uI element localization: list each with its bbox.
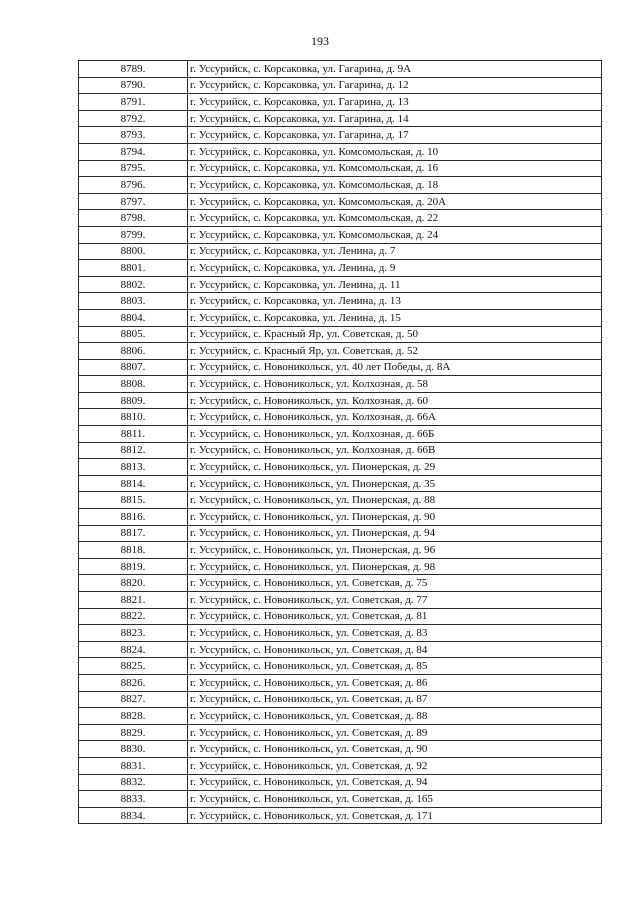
table-row xyxy=(79,708,602,725)
address-table-body xyxy=(79,61,602,824)
row-number: 8809. xyxy=(79,392,188,409)
table-row xyxy=(79,625,602,642)
table-row xyxy=(79,392,602,409)
row-number: 8810. xyxy=(79,409,188,426)
row-number: 8792. xyxy=(79,110,188,127)
row-number: 8820. xyxy=(79,575,188,592)
row-number: 8823. xyxy=(79,625,188,642)
table-row xyxy=(79,558,602,575)
table-row xyxy=(79,525,602,542)
row-number: 8794. xyxy=(79,143,188,160)
row-number: 8793. xyxy=(79,127,188,144)
row-address: г. Уссурийск, с. Новоникольск, ул. Колхозная, д. 60 xyxy=(188,392,602,409)
row-address: г. Уссурийск, с. Новоникольск, ул. Колхозная, д. 66А xyxy=(188,409,602,426)
table-row xyxy=(79,509,602,526)
table-row xyxy=(79,459,602,476)
row-number: 8811. xyxy=(79,426,188,443)
table-row xyxy=(79,608,602,625)
row-address: г. Уссурийск, с. Новоникольск, ул. Советская, д. 94 xyxy=(188,774,602,791)
table-row xyxy=(79,442,602,459)
table-row xyxy=(79,691,602,708)
table-row xyxy=(79,77,602,94)
row-address: г. Уссурийск, с. Новоникольск, ул. Пионерская, д. 29 xyxy=(188,459,602,476)
row-address: г. Уссурийск, с. Корсаковка, ул. Комсомольская, д. 16 xyxy=(188,160,602,177)
table-row xyxy=(79,475,602,492)
address-table xyxy=(78,60,602,824)
table-row xyxy=(79,177,602,194)
table-row xyxy=(79,343,602,360)
row-address: г. Уссурийск, с. Новоникольск, ул. Советская, д. 171 xyxy=(188,807,602,824)
table-row xyxy=(79,193,602,210)
row-number: 8791. xyxy=(79,94,188,111)
row-number: 8830. xyxy=(79,741,188,758)
table-row xyxy=(79,641,602,658)
row-address: г. Уссурийск, с. Корсаковка, ул. Ленина, д. 7 xyxy=(188,243,602,260)
row-number: 8817. xyxy=(79,525,188,542)
row-address: г. Уссурийск, с. Корсаковка, ул. Комсомольская, д. 18 xyxy=(188,177,602,194)
row-number: 8789. xyxy=(79,61,188,78)
row-address: г. Уссурийск, с. Новоникольск, ул. Советская, д. 90 xyxy=(188,741,602,758)
row-number: 8824. xyxy=(79,641,188,658)
row-address: г. Уссурийск, с. Новоникольск, ул. Советская, д. 85 xyxy=(188,658,602,675)
row-number: 8828. xyxy=(79,708,188,725)
row-address: г. Уссурийск, с. Красный Яр, ул. Советская, д. 50 xyxy=(188,326,602,343)
row-address: г. Уссурийск, с. Корсаковка, ул. Ленина, д. 13 xyxy=(188,293,602,310)
row-address: г. Уссурийск, с. Новоникольск, ул. Пионерская, д. 88 xyxy=(188,492,602,509)
row-number: 8806. xyxy=(79,343,188,360)
row-address: г. Уссурийск, с. Новоникольск, ул. Советская, д. 87 xyxy=(188,691,602,708)
row-number: 8815. xyxy=(79,492,188,509)
row-number: 8818. xyxy=(79,542,188,559)
row-address: г. Уссурийск, с. Новоникольск, ул. Советская, д. 75 xyxy=(188,575,602,592)
row-address: г. Уссурийск, с. Новоникольск, ул. Колхозная, д. 66В xyxy=(188,442,602,459)
row-number: 8822. xyxy=(79,608,188,625)
table-row xyxy=(79,110,602,127)
row-number: 8819. xyxy=(79,558,188,575)
row-number: 8805. xyxy=(79,326,188,343)
table-row xyxy=(79,376,602,393)
row-number: 8802. xyxy=(79,276,188,293)
row-number: 8831. xyxy=(79,757,188,774)
row-number: 8796. xyxy=(79,177,188,194)
row-number: 8800. xyxy=(79,243,188,260)
row-address: г. Уссурийск, с. Новоникольск, ул. Колхозная, д. 58 xyxy=(188,376,602,393)
row-address: г. Уссурийск, с. Новоникольск, ул. Пионерская, д. 98 xyxy=(188,558,602,575)
table-row xyxy=(79,326,602,343)
row-address: г. Уссурийск, с. Корсаковка, ул. Гагарина, д. 17 xyxy=(188,127,602,144)
row-address: г. Уссурийск, с. Корсаковка, ул. Гагарина, д. 13 xyxy=(188,94,602,111)
table-row xyxy=(79,542,602,559)
row-number: 8829. xyxy=(79,724,188,741)
row-number: 8826. xyxy=(79,674,188,691)
row-number: 8801. xyxy=(79,260,188,277)
table-row xyxy=(79,791,602,808)
row-address: г. Уссурийск, с. Новоникольск, ул. Пионерская, д. 96 xyxy=(188,542,602,559)
row-address: г. Уссурийск, с. Новоникольск, ул. Советская, д. 89 xyxy=(188,724,602,741)
row-address: г. Уссурийск, с. Новоникольск, ул. Пионерская, д. 90 xyxy=(188,509,602,526)
row-address: г. Уссурийск, с. Корсаковка, ул. Комсомольская, д. 20А xyxy=(188,193,602,210)
row-address: г. Уссурийск, с. Корсаковка, ул. Ленина, д. 15 xyxy=(188,309,602,326)
row-address: г. Уссурийск, с. Корсаковка, ул. Комсомольская, д. 10 xyxy=(188,143,602,160)
row-number: 8798. xyxy=(79,210,188,227)
row-number: 8821. xyxy=(79,592,188,609)
row-address: г. Уссурийск, с. Новоникольск, ул. Советская, д. 83 xyxy=(188,625,602,642)
table-row xyxy=(79,160,602,177)
table-row xyxy=(79,210,602,227)
table-row xyxy=(79,741,602,758)
table-row xyxy=(79,127,602,144)
row-address: г. Уссурийск, с. Новоникольск, ул. Советская, д. 86 xyxy=(188,674,602,691)
row-address: г. Уссурийск, с. Новоникольск, ул. Советская, д. 165 xyxy=(188,791,602,808)
table-row xyxy=(79,724,602,741)
row-address: г. Уссурийск, с. Новоникольск, ул. Советская, д. 81 xyxy=(188,608,602,625)
table-row xyxy=(79,143,602,160)
row-address: г. Уссурийск, с. Новоникольск, ул. Пионерская, д. 35 xyxy=(188,475,602,492)
row-number: 8807. xyxy=(79,359,188,376)
row-address: г. Уссурийск, с. Корсаковка, ул. Гагарина, д. 9А xyxy=(188,61,602,78)
row-number: 8814. xyxy=(79,475,188,492)
row-address: г. Уссурийск, с. Новоникольск, ул. Советская, д. 84 xyxy=(188,641,602,658)
row-number: 8834. xyxy=(79,807,188,824)
row-address: г. Уссурийск, с. Корсаковка, ул. Ленина, д. 9 xyxy=(188,260,602,277)
table-row xyxy=(79,592,602,609)
table-row xyxy=(79,492,602,509)
row-number: 8797. xyxy=(79,193,188,210)
row-number: 8832. xyxy=(79,774,188,791)
table-row xyxy=(79,276,602,293)
row-address: г. Уссурийск, с. Новоникольск, ул. Колхозная, д. 66Б xyxy=(188,426,602,443)
row-number: 8799. xyxy=(79,226,188,243)
table-row xyxy=(79,243,602,260)
row-number: 8827. xyxy=(79,691,188,708)
table-row xyxy=(79,94,602,111)
row-number: 8816. xyxy=(79,509,188,526)
row-address: г. Уссурийск, с. Новоникольск, ул. Пионерская, д. 94 xyxy=(188,525,602,542)
row-number: 8795. xyxy=(79,160,188,177)
table-row xyxy=(79,409,602,426)
row-address: г. Уссурийск, с. Корсаковка, ул. Комсомольская, д. 22 xyxy=(188,210,602,227)
row-number: 8833. xyxy=(79,791,188,808)
row-address: г. Уссурийск, с. Новоникольск, ул. Советская, д. 77 xyxy=(188,592,602,609)
table-row xyxy=(79,674,602,691)
row-address: г. Уссурийск, с. Корсаковка, ул. Комсомольская, д. 24 xyxy=(188,226,602,243)
table-row xyxy=(79,226,602,243)
table-row xyxy=(79,293,602,310)
row-address: г. Уссурийск, с. Корсаковка, ул. Ленина, д. 11 xyxy=(188,276,602,293)
table-row xyxy=(79,260,602,277)
row-address: г. Уссурийск, с. Новоникольск, ул. 40 лет Победы, д. 8А xyxy=(188,359,602,376)
row-number: 8790. xyxy=(79,77,188,94)
row-address: г. Уссурийск, с. Корсаковка, ул. Гагарина, д. 12 xyxy=(188,77,602,94)
row-address: г. Уссурийск, с. Новоникольск, ул. Советская, д. 88 xyxy=(188,708,602,725)
row-number: 8813. xyxy=(79,459,188,476)
row-address: г. Уссурийск, с. Красный Яр, ул. Советская, д. 52 xyxy=(188,343,602,360)
table-row xyxy=(79,359,602,376)
row-number: 8812. xyxy=(79,442,188,459)
row-address: г. Уссурийск, с. Корсаковка, ул. Гагарина, д. 14 xyxy=(188,110,602,127)
table-row xyxy=(79,309,602,326)
table-row xyxy=(79,575,602,592)
row-number: 8804. xyxy=(79,309,188,326)
table-row xyxy=(79,426,602,443)
table-row xyxy=(79,61,602,78)
table-row xyxy=(79,774,602,791)
row-number: 8825. xyxy=(79,658,188,675)
table-row xyxy=(79,757,602,774)
table-row xyxy=(79,658,602,675)
page-number: 193 xyxy=(311,34,329,48)
row-number: 8803. xyxy=(79,293,188,310)
table-row xyxy=(79,807,602,824)
row-number: 8808. xyxy=(79,376,188,393)
row-address: г. Уссурийск, с. Новоникольск, ул. Советская, д. 92 xyxy=(188,757,602,774)
